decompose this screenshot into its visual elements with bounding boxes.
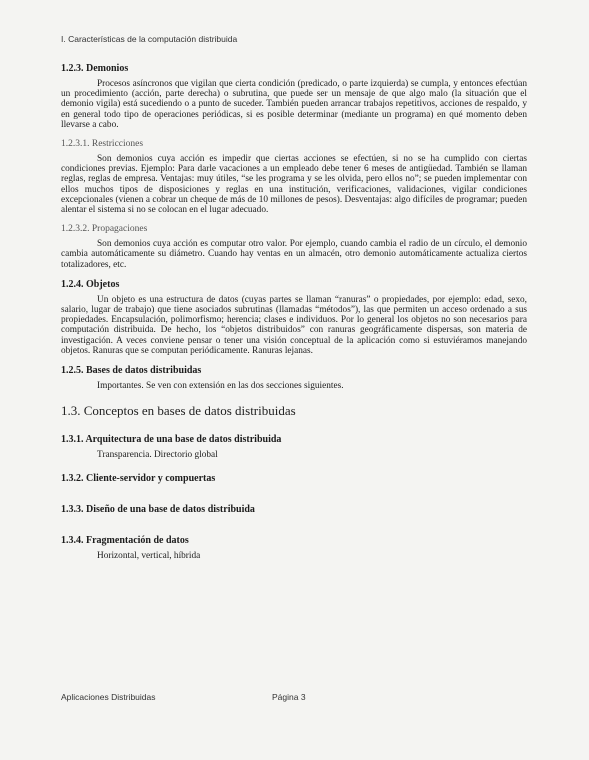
page-content: [61, 62, 527, 570]
page-number: Página 3: [272, 692, 306, 702]
paragraph: Procesos asíncronos que vigilan que cierta condición (predicado, o parte izquierda) se cumpla, y entonces efectúan un procedimiento (acción, parte derecha) o subrutina, que puede ser un mensaje de que algo malo (la situación que el demonio vigila) está sucediendo o a punto de suceder. También pueden arrancar trabajos repetitivos, acciones de respaldo, y en general todo tipo de operaciones periódicas, si es posible determinar (mediante un programa) en qué momento deben llevarse a cabo.: [61, 79, 527, 130]
paragraph: Transparencia. Directorio global: [97, 450, 218, 461]
section-heading: 1.3.1. Arquitectura de una base de datos distribuida: [61, 434, 282, 446]
footer-title: Aplicaciones Distribuidas: [61, 692, 156, 702]
subsection-heading: 1.2.3.1. Restricciones: [61, 139, 144, 150]
subsection-heading: 1.2.3.2. Propagaciones: [61, 224, 148, 235]
section-heading: 1.3.4. Fragmentación de datos: [61, 535, 189, 547]
section-heading: 1.2.5. Bases de datos distribuidas: [61, 365, 202, 377]
paragraph: Un objeto es una estructura de datos (cuyas partes se llaman “ranuras” o propiedades, por ejemplo: edad, sexo, salario, lugar de trabajo) que tiene asociados subrutinas (llamadas “métodos”), las que permiten un acceso ordenado a sus propiedades. Encapsulación, polimorfismo; herencia; clases e individuos. Por lo general los objetos no son necesarios para computación distribuida. De hecho, los “objetos distribuidos” con ranuras geográficamente dispersas, son materia de investigación. A veces conviene pensar o tener una visión conceptual de la aplicación como si estuviéramos manejando objetos. Ranuras que se computan periódicamente. Ranuras lejanas.: [61, 294, 527, 356]
section-heading: 1.2.3. Demonios: [61, 63, 129, 74]
section-heading: 1.3.3. Diseño de una base de datos distribuida: [61, 504, 255, 516]
running-header: I. Características de la computación distribuida: [61, 34, 238, 44]
section-heading: 1.3.2. Cliente-servidor y compuertas: [61, 473, 216, 485]
paragraph: Son demonios cuya acción es computar otro valor. Por ejemplo, cuando cambia el radio de un círculo, el demonio cambia automáticamente su diámetro. Cuando hay ventas en un almacén, otro demonio automáticamente actualiza ciertos totalizadores, etc.: [61, 239, 527, 270]
paragraph: Horizontal, vertical, híbrida: [97, 551, 201, 562]
section-heading: 1.2.4. Objetos: [61, 278, 120, 290]
paragraph: Importantes. Se ven con extensión en las dos secciones siguientes.: [97, 381, 344, 392]
paragraph: Son demonios cuya acción es impedir que ciertas acciones se efectúen, si no se ha cumplido con ciertas condiciones previas. Ejemplo: Para darle vacaciones a un empleado debe tener 6 meses de antigüedad. También se llaman reglas, reglas de empresa. Ventajas: muy útiles, “se les programa y se les olvida, pero ellos no”; se pueden implementar con ellos muchos tipos de disposiciones y reglas en una institución, verificaciones, validaciones, vigilar condiciones excepcionales (vienen a cobrar un cheque de más de 10 millones de pesos). Desventajas: algo difíciles de programar; pueden alentar el sistema si no se colocan en el lugar adecuado.: [61, 154, 527, 216]
chapter-heading: 1.3. Conceptos en bases de datos distribuidas: [61, 403, 296, 419]
